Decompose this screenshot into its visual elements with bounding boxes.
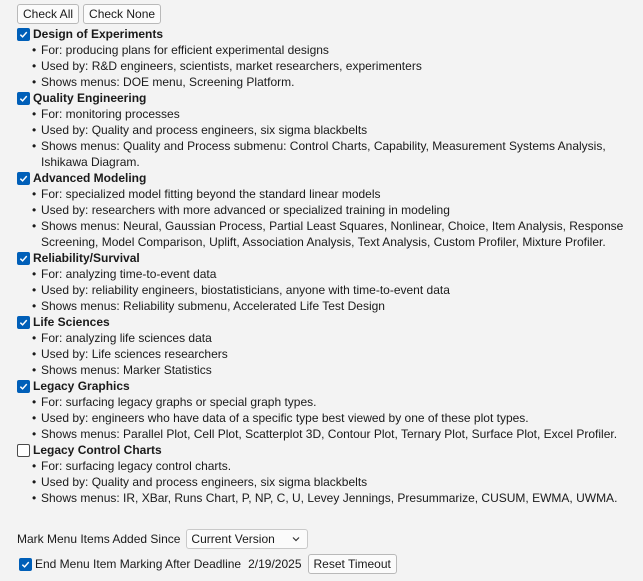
category-header: [17, 26, 637, 42]
category-checkbox[interactable]: [17, 252, 30, 265]
end-marking-row: [19, 554, 397, 574]
detail-line: • Shows menus: Quality and Process submenu: Control Charts, Capability, Measurement Systems Analysis, Ishikawa Diagram.: [32, 138, 637, 170]
checkmark-icon: [19, 254, 28, 263]
category-checkbox[interactable]: [17, 444, 30, 457]
category-header: [17, 170, 637, 186]
category-details: [17, 330, 637, 378]
checkmark-icon: [19, 318, 28, 327]
detail-line: • For: surfacing legacy control charts.: [32, 458, 637, 474]
category-details: [17, 106, 637, 170]
version-dropdown[interactable]: [186, 529, 308, 549]
detail-line: • For: producing plans for efficient experimental designs: [32, 42, 637, 58]
category-item: [17, 314, 637, 378]
check-all-button[interactable]: Check All: [17, 4, 79, 24]
category-details: [17, 394, 637, 442]
category-item: [17, 378, 637, 442]
detail-line: • Used by: researchers with more advanced or specialized training in modeling: [32, 202, 637, 218]
category-details: [17, 266, 637, 314]
category-header: [17, 378, 637, 394]
end-marking-checkbox[interactable]: [19, 558, 32, 571]
checkmark-icon: [19, 94, 28, 103]
category-header: [17, 90, 637, 106]
detail-line: • Used by: reliability engineers, biostatisticians, anyone with time-to-event data: [32, 282, 637, 298]
category-item: [17, 170, 637, 250]
toolbar: [17, 4, 161, 24]
mark-menu-label: Mark Menu Items Added Since: [17, 532, 181, 546]
detail-line: • Shows menus: DOE menu, Screening Platform.: [32, 74, 637, 90]
category-item: [17, 26, 637, 90]
detail-line: • Shows menus: Neural, Gaussian Process, Partial Least Squares, Nonlinear, Choice, Item Analysis, Response Screening, Model Comparison, Uplift, Association Analysis, Text Analysis, Custom Profiler, Mixture Profiler.: [32, 218, 637, 250]
end-marking-label: End Menu Item Marking After Deadline: [35, 557, 242, 571]
category-title: Legacy Graphics: [33, 379, 130, 393]
deadline-date: 2/19/2025: [248, 557, 302, 571]
checkmark-icon: [21, 560, 30, 569]
category-title: Quality Engineering: [33, 91, 147, 105]
category-checkbox[interactable]: [17, 28, 30, 41]
checkmark-icon: [19, 174, 28, 183]
detail-line: • Used by: Quality and process engineers, six sigma blackbelts: [32, 122, 637, 138]
category-header: [17, 442, 637, 458]
mark-menu-row: [17, 529, 308, 549]
category-title: Reliability/Survival: [33, 251, 140, 265]
detail-line: • Shows menus: Parallel Plot, Cell Plot, Scatterplot 3D, Contour Plot, Ternary Plot, Surface Plot, Excel Profiler.: [32, 426, 637, 442]
chevron-down-icon: [291, 534, 301, 544]
category-details: [17, 458, 637, 506]
category-checkbox[interactable]: [17, 172, 30, 185]
checkmark-icon: [19, 382, 28, 391]
detail-line: • For: specialized model fitting beyond the standard linear models: [32, 186, 637, 202]
category-header: [17, 250, 637, 266]
category-details: [17, 42, 637, 90]
check-none-button[interactable]: Check None: [83, 4, 161, 24]
category-item: [17, 442, 637, 506]
category-title: Design of Experiments: [33, 27, 164, 41]
reset-timeout-button[interactable]: Reset Timeout: [308, 554, 397, 574]
detail-line: • Shows menus: Reliability submenu, Accelerated Life Test Design: [32, 298, 637, 314]
category-item: [17, 250, 637, 314]
detail-line: • Used by: engineers who have data of a specific type best viewed by one of these plot types.: [32, 410, 637, 426]
detail-line: • For: analyzing life sciences data: [32, 330, 637, 346]
checkmark-icon: [19, 30, 28, 39]
category-title: Legacy Control Charts: [33, 443, 162, 457]
detail-line: • Used by: Life sciences researchers: [32, 346, 637, 362]
category-checkbox[interactable]: [17, 92, 30, 105]
category-list: [17, 26, 637, 506]
detail-line: • Shows menus: Marker Statistics: [32, 362, 637, 378]
detail-line: • For: surfacing legacy graphs or special graph types.: [32, 394, 637, 410]
category-details: [17, 186, 637, 250]
detail-line: • Used by: Quality and process engineers, six sigma blackbelts: [32, 474, 637, 490]
category-title: Life Sciences: [33, 315, 110, 329]
category-title: Advanced Modeling: [33, 171, 147, 185]
category-checkbox[interactable]: [17, 380, 30, 393]
category-item: [17, 90, 637, 170]
category-checkbox[interactable]: [17, 316, 30, 329]
category-header: [17, 314, 637, 330]
version-dropdown-value: Current Version: [191, 532, 275, 546]
detail-line: • For: analyzing time-to-event data: [32, 266, 637, 282]
detail-line: • For: monitoring processes: [32, 106, 637, 122]
detail-line: • Shows menus: IR, XBar, Runs Chart, P, NP, C, U, Levey Jennings, Presummarize, CUSUM, EWMA, UWMA.: [32, 490, 637, 506]
detail-line: • Used by: R&D engineers, scientists, market researchers, experimenters: [32, 58, 637, 74]
